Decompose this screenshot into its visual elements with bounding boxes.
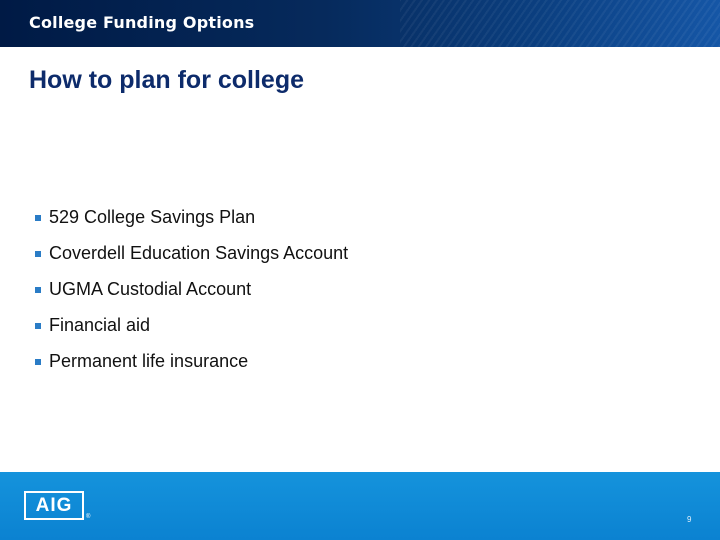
bullet-text: Financial aid	[49, 314, 151, 335]
bullet-item	[35, 343, 348, 379]
bullet-text: 529 College Savings Plan	[49, 206, 256, 227]
logo-text: AIG	[35, 494, 73, 516]
footer-band	[0, 472, 720, 540]
header-banner	[0, 0, 720, 47]
aig-logo	[24, 491, 84, 520]
slide-title: How to plan for college	[29, 66, 305, 94]
square-bullet-icon	[35, 323, 41, 329]
bullet-text: Permanent life insurance	[49, 350, 249, 371]
square-bullet-icon	[35, 215, 41, 221]
registered-mark: ®	[86, 514, 91, 520]
banner-pattern	[400, 0, 720, 47]
bullet-item	[35, 307, 348, 343]
square-bullet-icon	[35, 359, 41, 365]
page-number: 9	[687, 515, 692, 524]
banner-title: College Funding Options	[29, 13, 255, 32]
bullet-text: Coverdell Education Savings Account	[49, 242, 349, 263]
bullet-list	[35, 199, 348, 379]
bullet-item	[35, 271, 348, 307]
bullet-item	[35, 235, 348, 271]
square-bullet-icon	[35, 251, 41, 257]
bullet-text: UGMA Custodial Account	[49, 278, 252, 299]
square-bullet-icon	[35, 287, 41, 293]
bullet-item	[35, 199, 348, 235]
